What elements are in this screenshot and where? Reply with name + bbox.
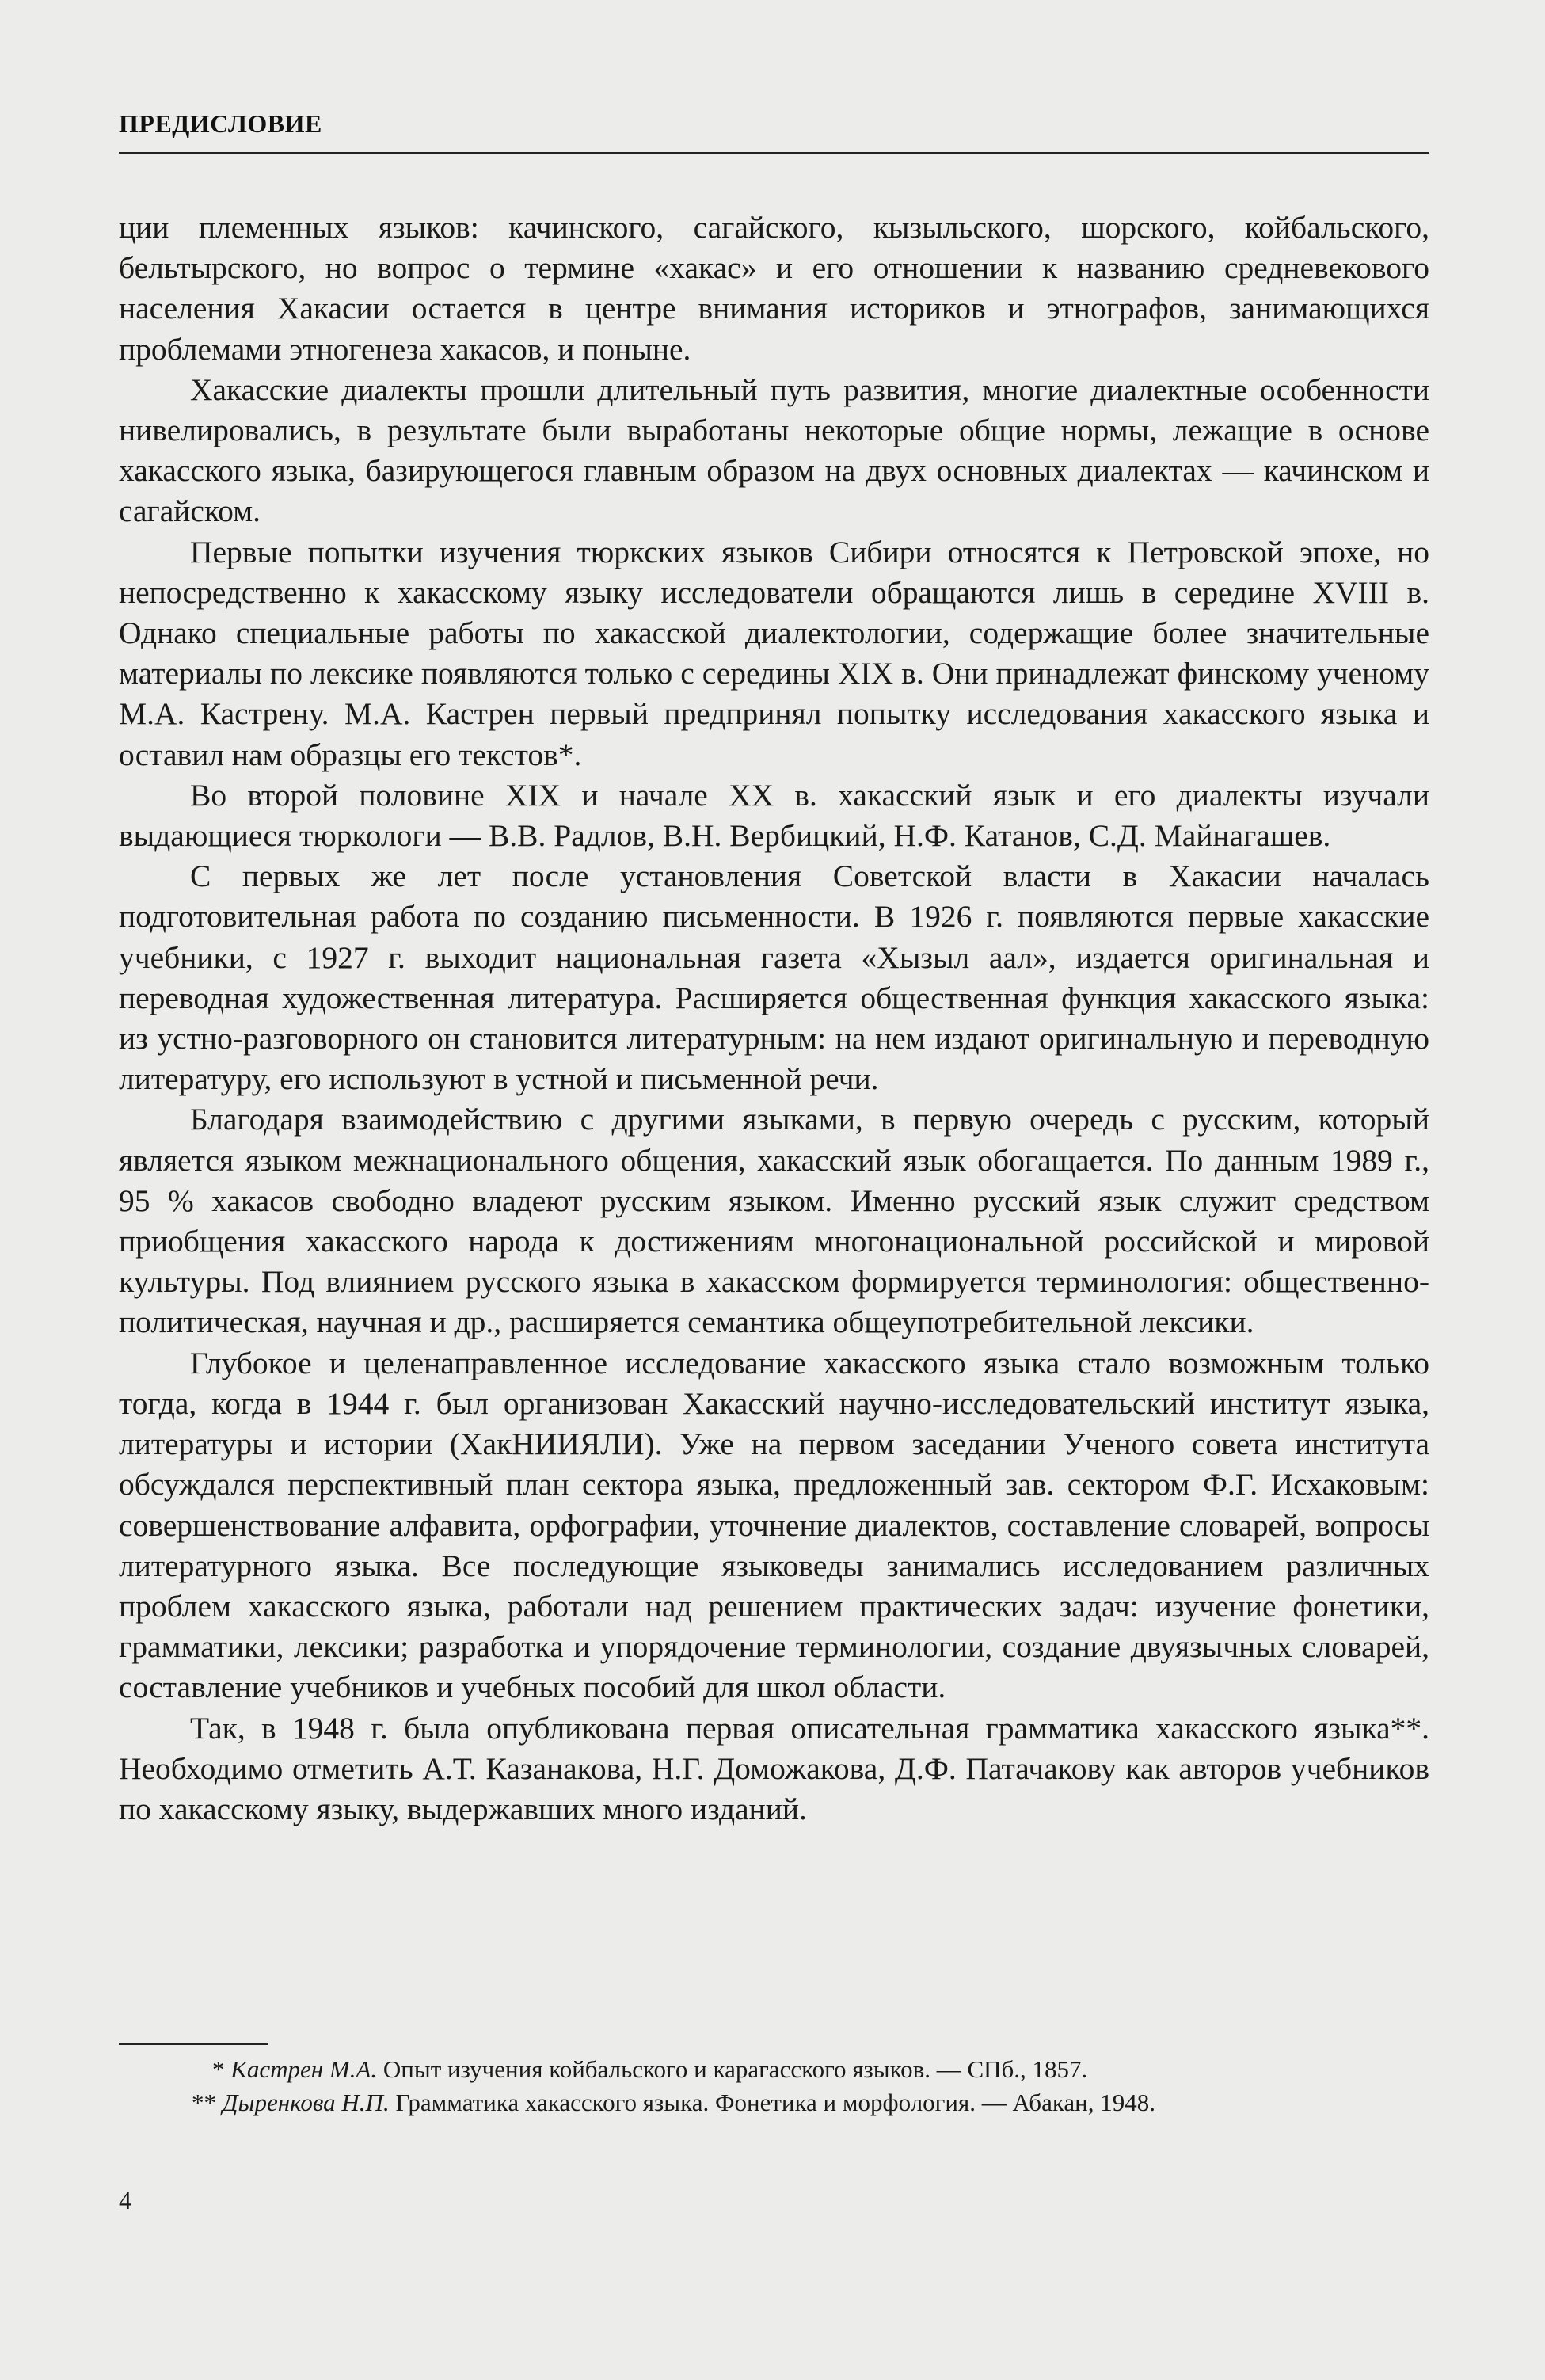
footnote-author: Кастрен М.А.: [230, 2055, 378, 2083]
paragraph-4: Во второй половине XIX и начале XX в. хакасский язык и его диалекты изучали выдающиеся тюркологи — В.В. Радлов, В.Н. Вербицкий, Н.Ф. Катанов, С.Д. Майнагашев.: [119, 777, 1429, 854]
footnote-1: [119, 2053, 1429, 2086]
paragraph-5: С первых же лет после установления Советской власти в Хакасии началась подготовительная работа по созданию письменности. В 1926 г. появляются первые хакасские учебники, с 1927 г. выходит национальная газета «Хызыл аал», издается оригинальная и переводная художественная литература. Расширяется общественная функция хакасского языка: из устно-разговорного он становится литературным: на нем издают оригинальную и переводную литературу, его используют в устной и письменной речи.: [119, 859, 1429, 1097]
paragraph-8: Так, в 1948 г. была опубликована первая описательная грамматика хакасского языка**. Необходимо отметить А.Т. Казанакова, Н.Г. Доможакова, Д.Ф. Патачакову как авторов учебников по хакасскому языку, выдержавших много изданий.: [119, 1710, 1429, 1826]
running-head: ПРЕДИСЛОВИЕ: [119, 109, 322, 138]
footnote-text: Грамматика хакасского языка. Фонетика и морфология. — Абакан, 1948.: [395, 2089, 1156, 2116]
footnote-mark: *: [212, 2055, 225, 2083]
paragraph-1: ции племенных языков: качинского, сагайского, кызыльского, шорского, койбальского, бельтырского, но вопрос о термине «хакас» и его отношении к названию средневекового населения Хакасии остается в центре внимания историков и этнографов, занимающихся проблемами этногенеза хакасов, и поныне.: [119, 210, 1429, 367]
paragraph-2: Хакасские диалекты прошли длительный путь развития, многие диалектные особенности нивелировались, в результате были выработаны некоторые общие нормы, лежащие в основе хакасского языка, базирующегося главным образом на двух основных диалектах — качинском и сагайском.: [119, 371, 1429, 529]
footnote-text: Опыт изучения койбальского и карагасского языков. — СПб., 1857.: [382, 2055, 1088, 2083]
paragraph-3: Первые попытки изучения тюркских языков Сибири относятся к Петровской эпохе, но непосредственно к хакасскому языку исследователи обращаются лишь в середине XVIII в. Однако специальные работы по хакасской диалектологии, содержащие более значительные материалы по лексике появляются только с середины XIX в. Они принадлежат финскому ученому М.А. Кастрену. М.А. Кастрен первый предпринял попытку исследования хакасского языка и оставил нам образцы его текстов*.: [119, 534, 1429, 772]
paragraph-6: Благодаря взаимодействию с другими языками, в первую очередь с русским, который является языком межнационального общения, хакасский язык обогащается. По данным 1989 г., 95 % хакасов свободно владеют русским языком. Именно русский язык служит средством приобщения хакасского народа к достижениям многонациональной российской и мировой культуры. Под влиянием русского языка в хакасском формируется терминология: общественно-политическая, научная и др., расширяется семантика общеупотребительной лексики.: [119, 1102, 1429, 1340]
footnote-author: Дыренкова Н.П.: [222, 2089, 390, 2116]
footnote-2: [119, 2086, 1429, 2119]
header-rule: [119, 152, 1429, 154]
footnote-rule: [119, 2043, 268, 2045]
footnotes: [119, 2053, 1429, 2119]
footnote-mark: **: [192, 2089, 216, 2116]
page-number: 4: [119, 2186, 131, 2214]
body-text: [119, 208, 1429, 1830]
paragraph-7: Глубокое и целенаправленное исследование хакасского языка стало возможным только тогда, когда в 1944 г. был организован Хакасский научно-исследовательский институт языка, литературы и истории (ХакНИИЯЛИ). Уже на первом заседании Ученого совета института обсуждался перспективный план сектора языка, предложенный зав. сектором Ф.Г. Исхаковым: совершенствование алфавита, орфографии, уточнение диалектов, составление словарей, вопросы литературного языка. Все последующие языковеды занимались исследованием различных проблем хакасского языка, работали над решением практических задач: изучение фонетики, грамматики, лексики; разработка и упорядочение терминологии, создание двуязычных словарей, составление учебников и учебных пособий для школ области.: [119, 1345, 1429, 1705]
